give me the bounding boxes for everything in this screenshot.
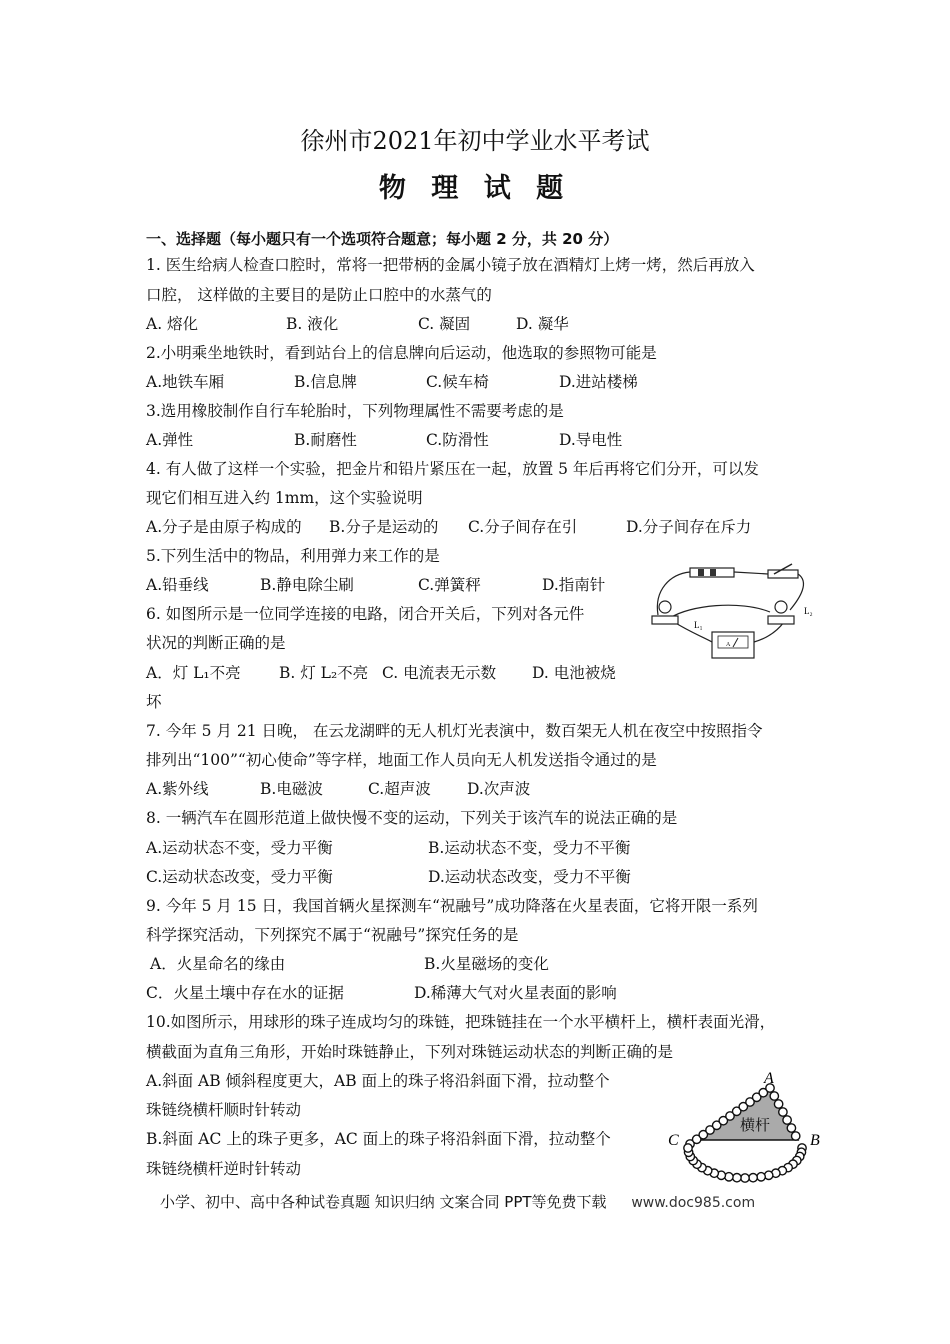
footer — [160, 1191, 755, 1212]
label-c: C — [668, 1132, 679, 1149]
q9-option-d: D.稀薄大气对火星表面的影响 — [414, 984, 617, 1002]
question-2-text: 2.小明乘坐地铁时，看到站台上的信息牌向后运动，他选取的参照物可能是 — [146, 344, 657, 362]
q6-option-b: B. 灯 L₂不亮 — [279, 664, 369, 682]
circuit-diagram — [650, 560, 820, 665]
bead — [774, 1100, 782, 1108]
q7-option-c: C.超声波 — [368, 780, 431, 798]
lamp-l1-base — [652, 616, 678, 624]
q8-option-c: C.运动状态改变，受力平衡 — [146, 868, 333, 886]
lamp-l2-bulb — [775, 601, 787, 613]
q4-option-c: C.分子间存在引 — [468, 518, 578, 536]
q1-option-b: B. 液化 — [286, 315, 339, 333]
q8-option-d: D.运动状态改变，受力不平衡 — [428, 868, 631, 886]
q10-option-a-cont: 珠链绕横杆顺时针转动 — [146, 1101, 302, 1119]
label-bar: 横杆 — [740, 1118, 771, 1134]
question-7-text-cont: 排列出“100”“初心使命”等字样，地面工作人员向无人机发送指令通过的是 — [146, 751, 657, 769]
section-heading: 一、选择题（每小题只有一个选项符合题意；每小题 2 分，共 20 分） — [146, 230, 619, 248]
question-7-text: 7. 今年 5 月 21 日晚， 在云龙湖畔的无人机灯光表演中，数百架无人机在夜空中按照指令 — [146, 722, 763, 740]
q1-option-a: A. 熔化 — [146, 315, 199, 333]
exam-title: 徐州市2021年初中学业水平考试 — [300, 127, 650, 155]
q6-option-a: A．灯 L₁不亮 — [146, 664, 241, 682]
ammeter-label: A — [726, 642, 731, 648]
bead — [741, 1174, 749, 1182]
question-5-text: 5.下列生活中的物品，利用弹力来工作的是 — [146, 547, 440, 565]
q3-option-d: D.导电性 — [559, 431, 623, 449]
question-4-text-cont: 现它们相互进入约 1mm，这个实验说明 — [146, 489, 423, 507]
lamp-l1-label: L₁ — [694, 620, 703, 630]
footer-text: 小学、初中、高中各种试卷真题 知识归纳 文案合同 PPT等免费下载 — [160, 1193, 607, 1211]
q10-option-b: B.斜面 AC 上的珠子更多，AC 面上的珠子将沿斜面下滑，拉动整个 — [146, 1130, 611, 1148]
question-4-text: 4. 有人做了这样一个实验，把金片和铅片紧压在一起，放置 5 年后再将它们分开，可以发 — [146, 460, 759, 478]
question-10-text: 10.如图所示，用球形的珠子连成均匀的珠链，把珠链挂在一个水平横杆上，横杆表面光滑， — [146, 1013, 776, 1031]
lamp-l2-base — [768, 616, 794, 624]
question-8-text: 8. 一辆汽车在圆形范道上做快慢不变的运动，下列关于该汽车的说法正确的是 — [146, 809, 678, 827]
footer-url[interactable]: www.doc985.com — [631, 1195, 756, 1211]
q3-option-c: C.防滑性 — [426, 431, 489, 449]
q2-option-d: D.进站楼梯 — [559, 373, 638, 391]
bead — [770, 1092, 778, 1100]
q1-option-c: C. 凝固 — [418, 315, 471, 333]
q8-option-a: A.运动状态不变，受力平衡 — [146, 839, 333, 857]
q7-option-a: A.紫外线 — [146, 780, 209, 798]
q9-option-c: C．火星土壤中存在水的证据 — [146, 984, 344, 1002]
question-9-text: 9. 今年 5 月 15 日，我国首辆火星探测车“祝融号”成功降落在火星表面，它将开限一系列 — [146, 897, 758, 915]
bead — [783, 1116, 791, 1124]
subject-title: 物 理 试 题 — [378, 173, 572, 204]
q1-option-d: D. 凝华 — [516, 315, 569, 333]
q4-option-d: D.分子间存在斥力 — [626, 518, 752, 536]
label-a: A — [764, 1070, 774, 1087]
q9-option-b: B.火星磁场的变化 — [424, 955, 549, 973]
bead — [792, 1132, 800, 1140]
label-b: B — [810, 1132, 820, 1149]
question-1-text-cont: 口腔， 这样做的主要目的是防止口腔中的水蒸气的 — [146, 286, 492, 304]
bead — [684, 1144, 692, 1152]
question-9-text-cont: 科学探究活动，下列探究不属于“祝融号”探究任务的是 — [146, 926, 519, 944]
lamp-l1-bulb — [659, 601, 671, 613]
q5-option-d: D.指南针 — [542, 576, 606, 594]
q4-option-a: A.分子是由原子构成的 — [146, 518, 302, 536]
bead — [749, 1174, 757, 1182]
question-10-text-cont: 横截面为直角三角形，开始时珠链静止，下列对珠链运动状态的判断正确的是 — [146, 1043, 674, 1061]
q7-option-d: D.次声波 — [467, 780, 531, 798]
question-6-text-end: 坏 — [146, 693, 162, 711]
bead-chain-diagram — [660, 1068, 830, 1188]
bead — [787, 1124, 795, 1132]
switch — [768, 570, 798, 578]
q10-option-a: A.斜面 AB 倾斜程度更大，AB 面上的珠子将沿斜面下滑，拉动整个 — [146, 1072, 610, 1090]
q7-option-b: B.电磁波 — [260, 780, 323, 798]
q8-option-b: B.运动状态不变，受力不平衡 — [428, 839, 631, 857]
q2-option-c: C.候车椅 — [426, 373, 489, 391]
question-6-text-cont: 状况的判断正确的是 — [146, 634, 286, 652]
q4-option-b: B.分子是运动的 — [329, 518, 439, 536]
q2-option-a: A.地铁车厢 — [146, 373, 225, 391]
question-6-text: 6. 如图所示是一位同学连接的电路，闭合开关后，下列对各元件 — [146, 605, 585, 623]
q6-option-c: C. 电流表无示数 — [382, 664, 497, 682]
q3-option-a: A.弹性 — [146, 431, 194, 449]
q10-option-b-cont: 珠链绕横杆逆时针转动 — [146, 1160, 302, 1178]
q5-option-a: A.铅垂线 — [146, 576, 209, 594]
q5-option-c: C.弹簧秤 — [418, 576, 481, 594]
q3-option-b: B.耐磨性 — [294, 431, 357, 449]
q2-option-b: B.信息牌 — [294, 373, 357, 391]
bead — [779, 1108, 787, 1116]
q9-option-a: A．火星命名的缘由 — [150, 955, 286, 973]
bead — [733, 1174, 741, 1182]
question-3-text: 3.选用橡胶制作自行车轮胎时，下列物理属性不需要考虑的是 — [146, 402, 564, 420]
bead — [757, 1173, 765, 1181]
q5-option-b: B.静电除尘刷 — [260, 576, 354, 594]
lamp-l2-label: L₂ — [804, 606, 813, 616]
question-1-text: 1. 医生给病人检查口腔时，常将一把带柄的金属小镜子放在酒精灯上烤一烤，然后再放入 — [146, 256, 755, 274]
q6-option-d: D. 电池被烧 — [532, 664, 616, 682]
